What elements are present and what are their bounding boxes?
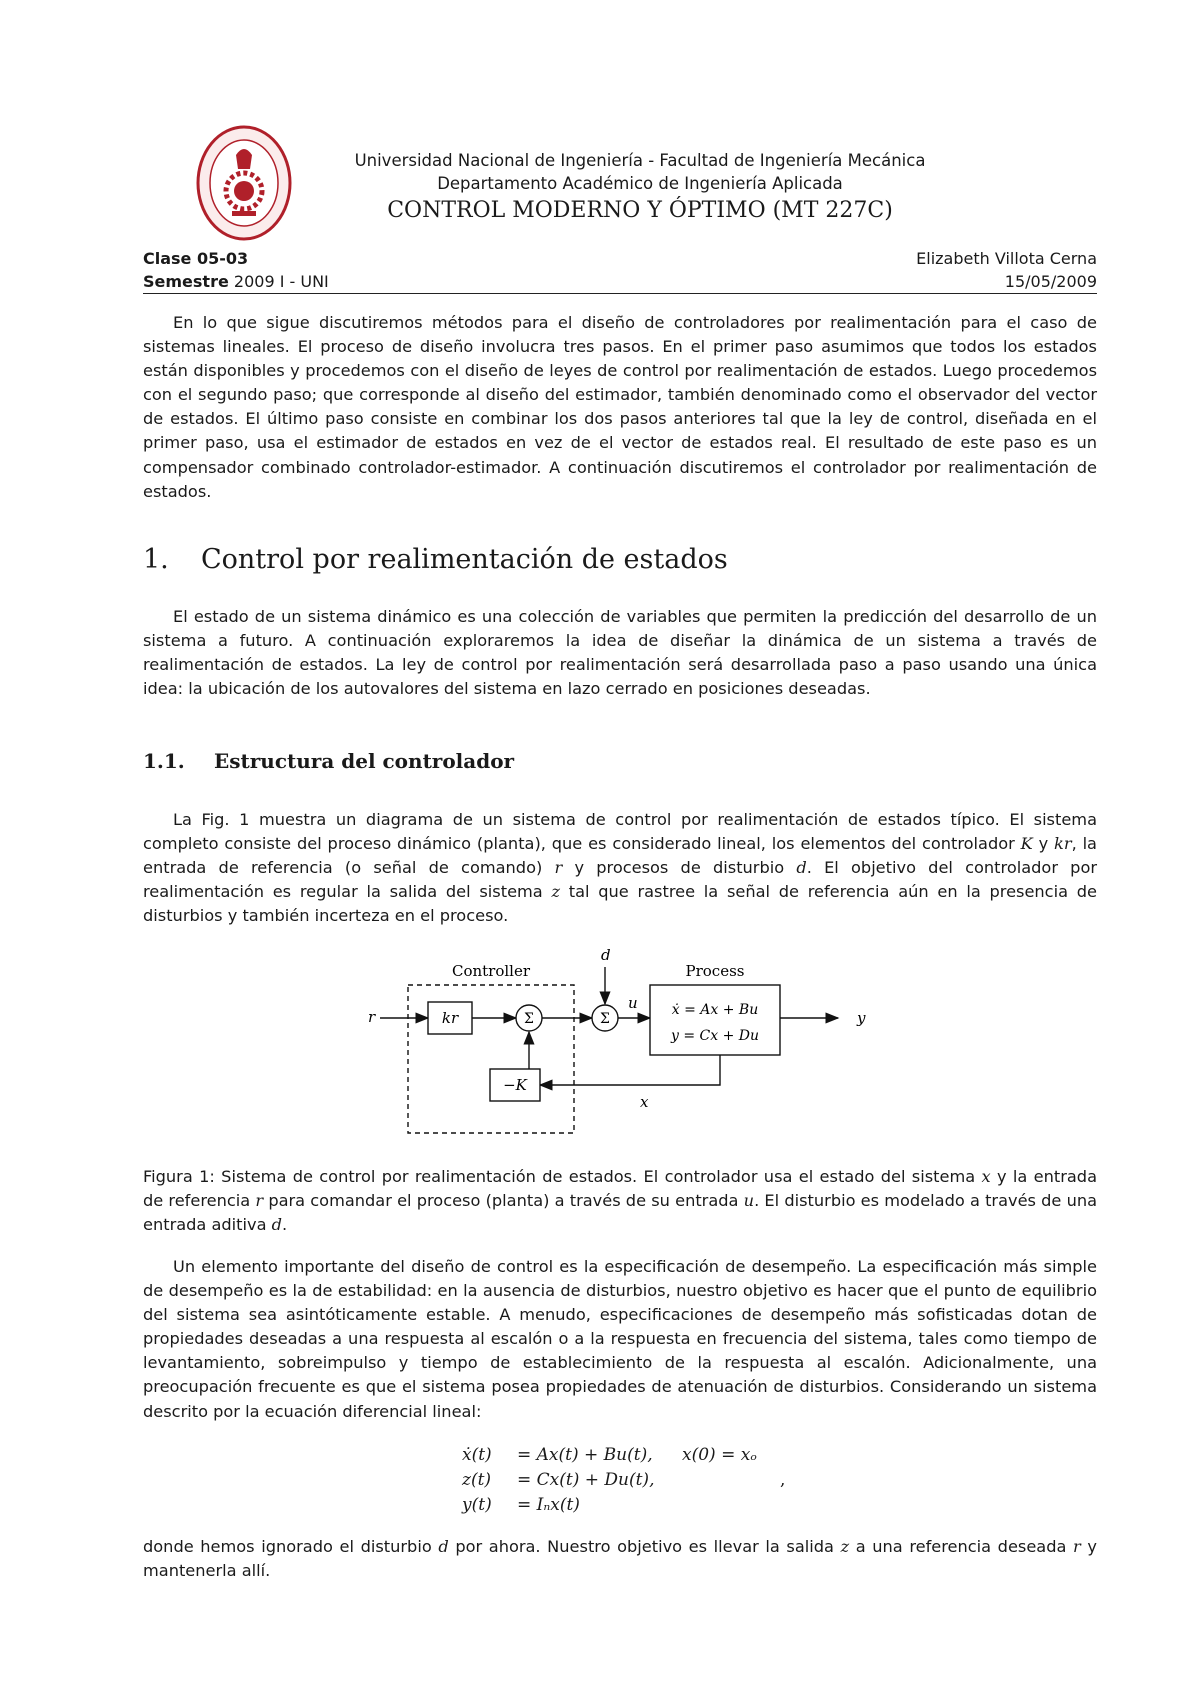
- eq3-rhs: = Iₙx(t): [517, 1495, 580, 1515]
- eq1-lhs: ẋ(t): [462, 1445, 492, 1465]
- gain-block-label: −K: [503, 1076, 527, 1094]
- eq2-rhs: = Cx(t) + Du(t),: [517, 1470, 655, 1490]
- controller-label: Controller: [451, 962, 531, 980]
- subsection-heading: 1.1. Estructura del controlador: [143, 749, 515, 773]
- performance-paragraph: Un elemento importante del diseño de control es la especificación de desempeño. La especificación más simple de desempeño es la de estabilidad: en la ausencia de disturbios, nuestro objetivo es hacer que el punto de equilibrio del sistema sea asintóticamente estable. A menudo, especificaciones de desempeño más sofisticadas dotan de propiedades deseadas a una respuesta al escalón o a la respuesta en frecuencia del sistema, tales como tiempo de levantamiento, sobreimpulso y tiempo de establecimiento de la respuesta al escalón. Adicionalmente, una preocupación frecuente es que el sistema posea propiedades de atenuación de disturbios. Considerando un sistema descrito por la ecuación diferencial lineal:: [143, 1257, 1097, 1421]
- semester-label: Semestre: [143, 272, 229, 291]
- output-equation: y = Cx + Du: [670, 1028, 760, 1044]
- disturbance-d: d: [601, 946, 611, 964]
- signal-u: u: [628, 994, 638, 1012]
- feedback-x: x: [640, 1093, 649, 1111]
- section-paragraph: El estado de un sistema dinámico es una colección de variables que permiten la predicción del desarrollo de un sistema a futuro. A continuación exploraremos la idea de diseñar la dinámica de un sistema a través de realimentación de estados. La ley de control por realimentación será desarrollada paso a paso usando una única idea: la ubicación de los autovalores del sistema en lazo cerrado en posiciones deseadas.: [143, 607, 1097, 699]
- final-paragraph: donde hemos ignorado el disturbio d por ahora. Nuestro objetivo es llevar la salida z a una referencia deseada r y mantenerla allí.: [143, 1537, 1097, 1581]
- eq1-ic: x(0) = xₒ: [682, 1445, 757, 1465]
- department-name: Departamento Académico de Ingeniería Aplicada: [437, 174, 843, 193]
- semester-value: 2009 I - UNI: [233, 272, 329, 291]
- process-block: [650, 985, 780, 1055]
- intro-paragraph: En lo que sigue discutiremos métodos para el diseño de controladores por realimentación para el caso de sistemas lineales. El proceso de diseño involucra tres pasos. En el primer paso asumimos que todos los estados están disponibles y procedemos con el diseño de leyes de control por realimentación de estados. Luego procedemos con el segundo paso; que corresponde al diseño del estimador, también denominado como el observador del vector de estados. El último paso consiste en combinar los dos pasos anteriores tal que la ley de control, diseñada en el primer paso, usa el estimador de estados en vez de el vector de estados real. El resultado de este paso es un compensador combinado controlador-estimador. A continuación discutiremos el controlador por realimentación de estados.: [143, 313, 1097, 501]
- process-label: Process: [685, 962, 745, 980]
- block-diagram: [360, 945, 880, 1145]
- state-equation: ẋ = Ax + Bu: [671, 1002, 759, 1018]
- course-title: CONTROL MODERNO Y ÓPTIMO (MT 227C): [387, 198, 893, 223]
- kr-block-label: kr: [441, 1009, 459, 1027]
- university-name: Universidad Nacional de Ingeniería - Facultad de Ingeniería Mecánica: [354, 151, 926, 170]
- subsection-paragraph: La Fig. 1 muestra un diagrama de un sistema de control por realimentación de estados típico. El sistema completo consiste del proceso dinámico (planta), que es considerado lineal, los elementos del controlador K y kr, la entrada de referencia (o señal de comando) r y procesos de disturbio d. El objetivo del controlador por realimentación es regular la salida del sistema z tal que rastree la señal de referencia aún en la presencia de disturbios y también incerteza en el proceso.: [143, 810, 1098, 926]
- header-rule: [143, 293, 1097, 294]
- equation-block: [0, 1445, 1200, 1525]
- author: Elizabeth Villota Cerna: [916, 249, 1097, 268]
- eq3-lhs: y(t): [462, 1495, 492, 1515]
- output-y: y: [857, 1009, 866, 1027]
- class-label: Clase 05-03: [143, 249, 249, 268]
- figure-caption: Figura 1: Sistema de control por realimentación de estados. El controlador usa el estado del sistema x y la entrada de referencia r para comandar el proceso (planta) a través de su entrada u. El disturbio es modelado a través de una entrada aditiva d.: [143, 1167, 1098, 1235]
- date: 15/05/2009: [1004, 272, 1097, 291]
- university-seal-logo: [196, 125, 292, 241]
- eq2-lhs: z(t): [462, 1470, 492, 1490]
- semester: [143, 272, 329, 291]
- svg-text:Σ: Σ: [600, 1011, 610, 1027]
- svg-text:Σ: Σ: [524, 1011, 534, 1027]
- section-heading: 1. Control por realimentación de estados: [143, 544, 728, 575]
- eq1-rhs: = Ax(t) + Bu(t),: [517, 1445, 653, 1465]
- eq2-comma: ,: [780, 1470, 786, 1490]
- input-r: r: [368, 1008, 376, 1026]
